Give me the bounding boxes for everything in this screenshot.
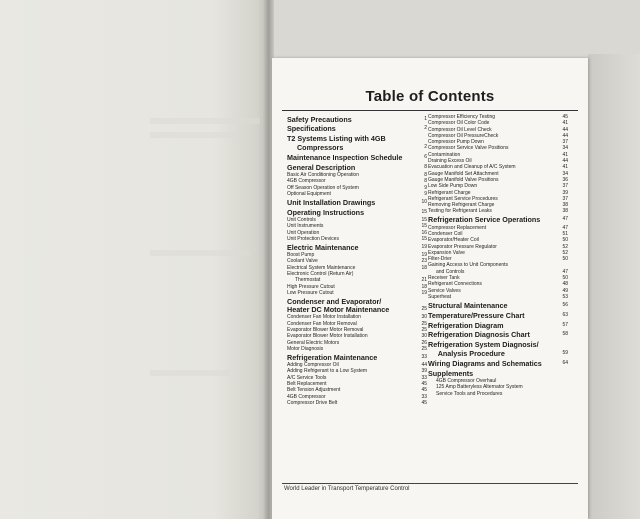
toc-page-number: 38: [562, 202, 568, 209]
toc-entry-title: Optional Equipment: [287, 190, 331, 197]
toc-entry-title: Thermostat: [295, 277, 321, 284]
toc-page-number: 25: [421, 320, 427, 327]
toc-page-number: 18: [421, 283, 427, 290]
toc-page-number: 33: [421, 353, 427, 360]
toc-entry-title: Evaporator Pressure Regulator: [428, 243, 497, 250]
toc-section-heading: [287, 164, 427, 172]
toc-page-number: 18: [421, 264, 427, 271]
toc-column-left: [287, 114, 427, 406]
toc-entry-title: Refrigerant Service Procedures: [428, 195, 498, 202]
toc-page-number: 25: [421, 345, 427, 352]
toc-page-number: 36: [562, 176, 568, 183]
toc-page-number: 49: [562, 287, 568, 294]
toc-page-number: 47: [562, 268, 568, 275]
toc-section-heading: [287, 199, 427, 207]
toc-page-number: 56: [562, 301, 568, 308]
toc-page-number: 19: [421, 243, 427, 250]
toc-page-number: 16: [421, 229, 427, 236]
toc-page-number: 47: [562, 224, 568, 231]
toc-page-number: 33: [421, 393, 427, 400]
toc-entry-title: Unit Controls: [287, 216, 316, 223]
toc-page-number: 8: [424, 178, 427, 185]
toc-page-number: 19: [421, 252, 427, 259]
toc-entry-title: Compressor Pump Down: [428, 139, 484, 146]
page-edge: [588, 54, 640, 519]
toc-entry-title: Filter-Drier: [428, 256, 452, 263]
toc-section-heading: [428, 370, 568, 378]
toc-page-number: 23: [421, 258, 427, 265]
toc-entry-title: Supplements: [428, 368, 474, 378]
toc-page-number: 44: [421, 362, 427, 369]
toc-page-number: 52: [562, 249, 568, 256]
toc-page-number: 44: [562, 126, 568, 133]
toc-page-number: 45: [421, 399, 427, 406]
toc-entry-title: Condenser Coil: [428, 230, 463, 237]
toc-entry-title: Wiring Diagrams and Schematics: [428, 358, 542, 368]
toc-entry: [428, 391, 568, 397]
toc-entry-title: 4GB Compressor: [287, 178, 326, 185]
toc-entry: [287, 400, 427, 406]
toc-entry-title: Refrigeration Service Operations: [428, 215, 541, 225]
toc-page-number: 8: [424, 171, 427, 178]
toc-page-number: 9: [424, 190, 427, 197]
toc-section-heading: [428, 322, 568, 330]
toc-page-number: 10: [421, 198, 427, 205]
toc-entry-title: Condenser Fan Motor Installation: [287, 314, 361, 321]
toc-entry-title: General Electric Motors: [287, 339, 340, 346]
toc-entry-title: Unit Installation Drawings: [287, 197, 376, 207]
toc-page-number: 38: [562, 208, 568, 215]
toc-section-heading: [287, 135, 427, 152]
toc-entry-title: Basic Air Conditioning Operation: [287, 171, 359, 178]
toc-page-number: 39: [421, 368, 427, 375]
toc-section-heading: [287, 209, 427, 217]
toc-entry-title: Structural Maintenance: [428, 300, 508, 310]
toc-entry-title: Gauge Manifold Valve Positions: [428, 176, 499, 183]
toc-entry-title: 4GB Compressor Overhaul: [436, 377, 497, 384]
toc-page-number: 25: [421, 306, 427, 313]
toc-page-number: 33: [421, 374, 427, 381]
toc-entry-title: Electrical System Maintenance: [287, 264, 356, 271]
toc-entry-title: Compressor Oil PressureCheck: [428, 132, 499, 139]
toc-page-number: 63: [562, 311, 568, 318]
toc-entry-title: 4GB Compressor: [287, 393, 326, 400]
toc-page-number: 41: [562, 151, 568, 158]
contents-page: [272, 58, 588, 519]
toc-entry-title: Evaporator/Heater Coil: [428, 237, 479, 244]
toc-entry-title: Expansion Valve: [428, 249, 465, 256]
toc-entry-title: Condenser Fan Motor Removal: [287, 320, 357, 327]
toc-section-heading: [287, 298, 427, 315]
toc-page-number: 34: [562, 145, 568, 152]
toc-page-number: 1: [424, 115, 427, 122]
toc-entry-title: Testing for Refrigerant Leaks: [428, 208, 492, 215]
toc-entry-title: Refrigeration Diagnosis Chart: [428, 330, 530, 340]
toc-section-heading: [428, 360, 568, 368]
toc-page-number: 44: [562, 132, 568, 139]
toc-page-number: 15: [421, 208, 427, 215]
toc-entry-title: Belt Tension Adjustment: [287, 387, 341, 394]
toc-entry-title: Contamination: [428, 151, 461, 158]
toc-entry-title: High Pressure Cutout: [287, 283, 335, 290]
toc-entry-title: Off Season Operation of System: [287, 184, 359, 191]
toc-page-number: 26: [421, 339, 427, 346]
toc-page-number: 2: [424, 143, 427, 150]
toc-page-number: 19: [421, 289, 427, 296]
toc-entry-title: Coolant Valve: [287, 258, 318, 265]
toc-page-number: 41: [562, 164, 568, 171]
toc-entry-title: T2 Systems Listing with 4GB Compressors: [287, 134, 386, 152]
toc-page-number: 25: [421, 327, 427, 334]
toc-entry-title: Service Tools and Procedures: [436, 390, 503, 397]
toc-entry-title: Belt Replacement: [287, 381, 327, 387]
toc-entry-title: Condenser and Evaporator/ Heater DC Motor Maintenance: [287, 296, 390, 315]
toc-page-number: 30: [421, 333, 427, 340]
bleed-through-line: [150, 250, 250, 256]
toc-entry-title: Superheat: [428, 293, 452, 300]
left-page: [0, 0, 268, 519]
toc-page-number: 15: [421, 216, 427, 223]
toc-page-number: 48: [562, 281, 568, 288]
toc-page-number: 51: [562, 230, 568, 237]
toc-section-heading: [287, 116, 427, 124]
toc-column-right: [428, 114, 568, 397]
toc-section-heading: [428, 216, 568, 224]
toc-entry-title: Draining Excess Oil: [428, 158, 472, 165]
toc-page-number: 15: [421, 235, 427, 242]
toc-entry-title: Removing Refrigerant Charge: [428, 202, 495, 209]
toc-entry-title: Low Pressure Cutout: [287, 289, 334, 296]
toc-entry: [287, 290, 427, 296]
toc-entry-title: Boost Pump: [287, 252, 315, 259]
toc-page-number: 34: [562, 170, 568, 177]
toc-section-heading: [287, 125, 427, 133]
toc-page-number: 50: [562, 237, 568, 244]
toc-page-number: 57: [562, 321, 568, 328]
toc-entry: [287, 191, 427, 197]
toc-entry-title: Compressor Oil Level Check: [428, 126, 492, 133]
toc-section-heading: [428, 302, 568, 310]
footer-rule: [282, 483, 578, 484]
toc-entry-title: Evaporator Blower Motor Removal: [287, 327, 364, 334]
toc-page-number: 44: [562, 158, 568, 165]
toc-entry-title: A/C Service Tools: [287, 374, 327, 381]
toc-entry: [287, 346, 427, 352]
toc-section-heading: [287, 244, 427, 252]
toc-section-heading: [428, 331, 568, 339]
toc-page-number: 45: [421, 381, 427, 387]
toc-section-heading: [428, 341, 568, 358]
toc-entry-title: Compressor Oil Color Code: [428, 120, 490, 127]
toc-section-heading: [287, 154, 427, 162]
toc-page-number: 2: [424, 125, 427, 132]
toc-entry-title: Electronic Control (Return Air): [287, 270, 354, 277]
toc-entry-title: Refrigeration System Diagnosis/ Analysis Procedure: [428, 340, 539, 358]
page-title: Table of Contents: [365, 88, 495, 105]
toc-page-number: 9: [424, 184, 427, 191]
toc-entry-title: Temperature/Pressure Chart: [428, 310, 525, 320]
toc-entry: [428, 294, 568, 300]
toc-page-number: 15: [421, 223, 427, 230]
toc-entry-title: Motor Diagnosis: [287, 345, 324, 352]
toc-entry-title: Low Side Pump Down: [428, 183, 478, 190]
toc-entry-title: Gauge Manifold Set Attachment: [428, 170, 499, 177]
bleed-through-line: [150, 370, 230, 376]
toc-entry-title: Gaining Access to Unit Components: [428, 262, 509, 269]
toc-page-number: 53: [562, 293, 568, 300]
toc-entry-title: Evacuation and Cleanup of A/C System: [428, 164, 516, 171]
toc-page-number: 59: [562, 349, 568, 356]
toc-page-number: 45: [421, 387, 427, 394]
bleed-through-line: [150, 132, 240, 138]
toc-page-number: 30: [421, 314, 427, 321]
toc-entry-title: Adding Refrigerant to a Low System: [287, 368, 368, 375]
toc-entry-title: Refrigeration Maintenance: [287, 352, 378, 362]
toc-entry-title: 125 Amp Batteryless Alternator System: [436, 384, 523, 391]
toc-page-number: 47: [562, 216, 568, 223]
toc-entry: [428, 208, 568, 214]
toc-entry-title: Electric Maintenance: [287, 242, 359, 252]
toc-entry-title: Compressor Replacement: [428, 224, 487, 231]
toc-entry-title: Refrigeration Diagram: [428, 320, 504, 330]
toc-page-number: 37: [562, 183, 568, 190]
toc-entry-title: Evaporator Blower Motor Installation: [287, 333, 368, 340]
page-footer: World Leader in Transport Temperature Control: [284, 486, 410, 492]
toc-entry-title: Specifications: [287, 124, 336, 134]
toc-entry-title: Unit Instruments: [287, 223, 324, 230]
toc-page-number: 37: [562, 195, 568, 202]
toc-section-heading: [287, 354, 427, 362]
title-rule: [282, 110, 578, 111]
toc-entry-title: Adding Compressor Oil: [287, 362, 339, 369]
toc-entry-title: Maintenance Inspection Schedule: [287, 152, 403, 162]
toc-page-number: 41: [562, 120, 568, 127]
toc-page-number: 39: [562, 189, 568, 196]
toc-entry-title: Receiver Tank: [428, 275, 460, 282]
toc-page-number: 45: [562, 114, 568, 120]
bleed-through-line: [150, 118, 260, 124]
toc-page-number: 50: [562, 275, 568, 282]
toc-page-number: 8: [424, 163, 427, 170]
toc-entry-title: Compressor Efficiency Testing: [428, 114, 496, 120]
toc-section-heading: [428, 312, 568, 320]
toc-entry-title: Refrigerant Charge: [428, 189, 471, 196]
toc-entry-title: Service Valves: [428, 287, 461, 294]
toc-entry-title: and Controls: [436, 268, 465, 275]
toc-entry-title: Compressor Drive Belt: [287, 399, 338, 406]
toc-page-number: 50: [562, 256, 568, 263]
toc-entry-title: Compressor Service Valve Positions: [428, 145, 509, 152]
toc-entry-title: Unit Protection Devices: [287, 235, 339, 242]
toc-entry-title: Refrigerant Connections: [428, 281, 482, 288]
toc-page-number: 64: [562, 359, 568, 366]
toc-entry-title: General Description: [287, 162, 356, 172]
toc-entry-title: Safety Precautions: [287, 114, 352, 124]
toc-page-number: 21: [421, 277, 427, 284]
toc-entry-title: Unit Operation: [287, 229, 320, 236]
toc-entry-title: Operating Instructions: [287, 207, 365, 217]
toc-entry: [287, 236, 427, 242]
toc-page-number: 6: [424, 153, 427, 160]
toc-page-number: 58: [562, 331, 568, 338]
toc-page-number: 37: [562, 139, 568, 146]
toc-page-number: 52: [562, 243, 568, 250]
